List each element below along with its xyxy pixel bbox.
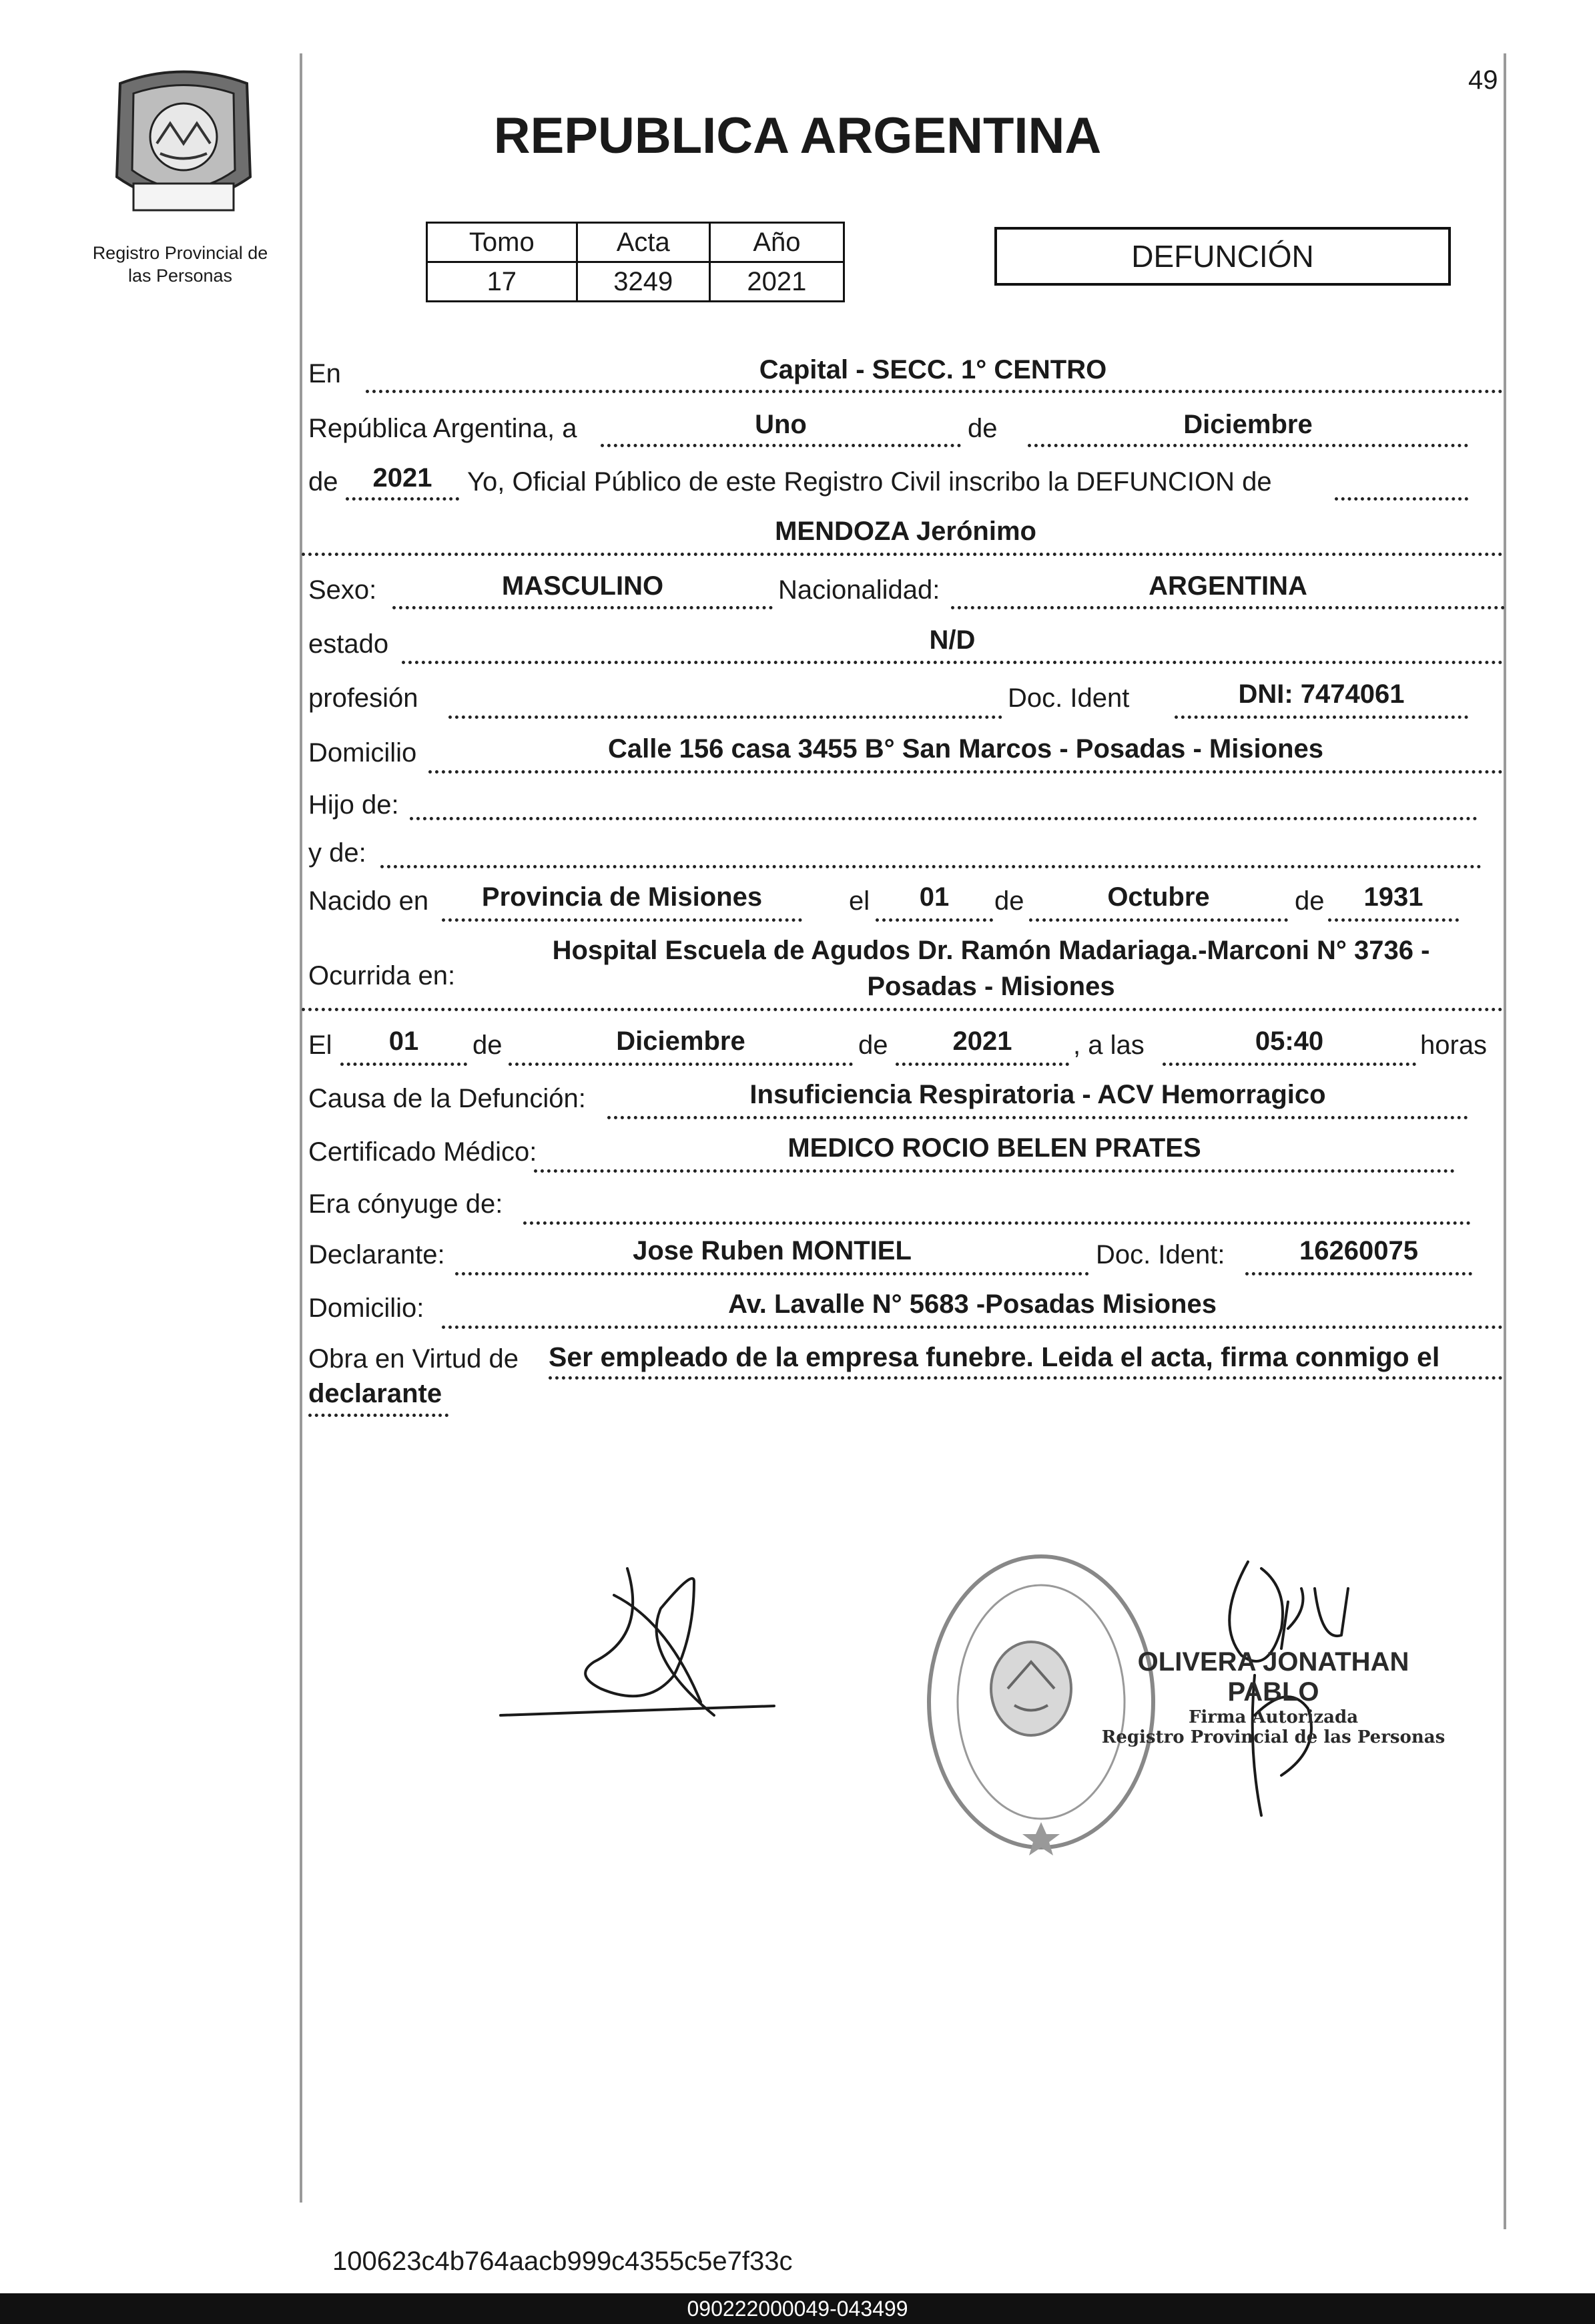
declarant-signature: [494, 1555, 841, 1729]
nacionalidad-label: Nacionalidad:: [778, 575, 940, 605]
certificado-line: [534, 1169, 1455, 1173]
death-place-line-2: Posadas - Misiones: [867, 972, 1115, 1001]
domicilio-2-label: Domicilio:: [308, 1293, 424, 1323]
doc-ident-value: DNI: 7474061: [1238, 679, 1405, 709]
death-day-line: [340, 1063, 467, 1066]
y-de-label: y de:: [308, 838, 366, 868]
year-line: [346, 497, 459, 501]
deceased-name: MENDOZA Jerónimo: [775, 517, 1036, 546]
estado-value: N/D: [929, 625, 976, 655]
sexo-value: MASCULINO: [501, 571, 664, 601]
profesion-label: profesión: [308, 683, 418, 713]
doc-ident-line: [1175, 715, 1468, 719]
document-title: REPUBLICA ARGENTINA: [493, 107, 1102, 164]
sexo-label: Sexo:: [308, 575, 377, 605]
de-label-4: de: [1295, 886, 1325, 916]
obra-label: Obra en Virtud de: [308, 1344, 519, 1374]
estado-line: [402, 661, 1503, 664]
inscribo-line: [1335, 497, 1468, 501]
inscribo-text: Yo, Oficial Público de este Registro Civil inscribo la DEFUNCION de: [467, 467, 1272, 497]
birth-month-line: [1029, 918, 1288, 922]
right-margin-rule: [1504, 53, 1506, 2229]
de-label-2: de: [308, 467, 338, 497]
birth-day-line: [876, 918, 993, 922]
official-name: OLIVERA JONATHAN PABLO: [1137, 1647, 1409, 1707]
en-label: En: [308, 359, 341, 388]
el-cap-label: El: [308, 1031, 332, 1060]
year-value: 2021: [372, 463, 432, 493]
de-label-6: de: [858, 1031, 888, 1060]
domicilio-value: Calle 156 casa 3455 B° San Marcos - Posadas - Misiones: [607, 734, 1324, 764]
death-hour-value: 05:40: [1255, 1027, 1324, 1056]
death-day-value: 01: [388, 1027, 419, 1056]
ocurrida-en-label: Ocurrida en:: [308, 961, 456, 990]
certificado-value: MEDICO ROCIO BELEN PRATES: [787, 1133, 1201, 1163]
a-las-label: , a las: [1073, 1031, 1145, 1060]
tomo-label: Tomo: [427, 223, 577, 262]
declarante-line: [455, 1272, 1089, 1275]
official-info: [1100, 1647, 1447, 1747]
profesion-line: [448, 715, 1002, 719]
death-year-line: [896, 1063, 1069, 1066]
obra-line-1: [549, 1376, 1503, 1380]
death-hour-line: [1163, 1063, 1416, 1066]
declarante-domicilio-value: Av. Lavalle N° 5683 -Posadas Misiones: [728, 1289, 1217, 1319]
de-label-5: de: [472, 1031, 503, 1060]
registry-line-2: las Personas: [127, 266, 233, 286]
de-label-3: de: [994, 886, 1024, 916]
hijo-de-line: [410, 817, 1478, 820]
acta-value: 3249: [577, 262, 709, 302]
sexo-line: [392, 606, 773, 609]
causa-value: Insuficiencia Respiratoria - ACV Hemorragico: [749, 1080, 1326, 1109]
footer-barcode-bar: 090222000049-043499: [0, 2293, 1595, 2324]
death-place-line: [302, 1008, 1503, 1011]
day-line: [601, 444, 961, 447]
declarante-doc-line: [1245, 1272, 1472, 1275]
registry-line-1: Registro Provincial de: [92, 243, 268, 263]
provincial-emblem: [107, 63, 260, 224]
place-line: [366, 390, 1503, 393]
horas-label: horas: [1420, 1031, 1488, 1060]
birth-year-value: 1931: [1363, 882, 1423, 912]
death-month-line: [509, 1063, 853, 1066]
nacionalidad-value: ARGENTINA: [1149, 571, 1307, 601]
certificado-label: Certificado Médico:: [308, 1137, 537, 1167]
death-place-line-1: Hospital Escuela de Agudos Dr. Ramón Madariaga.-Marconi N° 3736 -: [552, 936, 1430, 965]
document-hash: 100623c4b764aacb999c4355c5e7f33c: [332, 2247, 793, 2276]
name-line: [302, 553, 1503, 556]
domicilio-line: [428, 770, 1503, 774]
anio-label: Año: [709, 223, 844, 262]
tomo-value: 17: [427, 262, 577, 302]
official-org: Registro Provincial de las Personas: [1101, 1727, 1446, 1747]
obra-line-2: [308, 1414, 448, 1417]
de-label-1: de: [968, 414, 998, 443]
declarante-domicilio-line: [442, 1326, 1503, 1329]
official-title: Firma Autorizada: [1188, 1707, 1359, 1727]
birth-place-value: Provincia de Misiones: [481, 882, 763, 912]
day-value: Uno: [755, 410, 807, 439]
domicilio-label: Domicilio: [308, 738, 417, 768]
birth-year-line: [1328, 918, 1459, 922]
month-line: [1028, 444, 1468, 447]
conyuge-line: [523, 1221, 1471, 1225]
republica-label: República Argentina, a: [308, 414, 577, 443]
declarante-value: Jose Ruben MONTIEL: [633, 1236, 912, 1265]
doc-ident-2-label: Doc. Ident:: [1096, 1240, 1225, 1269]
left-margin-rule: [300, 53, 302, 2203]
birth-day-value: 01: [919, 882, 950, 912]
doc-ident-label: Doc. Ident: [1008, 683, 1130, 713]
birth-month-value: Octubre: [1107, 882, 1210, 912]
page-number: 49: [1468, 65, 1498, 95]
obra-value-line-2: declarante: [308, 1379, 442, 1408]
el-label: el: [849, 886, 870, 916]
hijo-de-label: Hijo de:: [308, 790, 399, 820]
nacionalidad-line: [951, 606, 1505, 609]
causa-line: [607, 1116, 1468, 1119]
place-value: Capital - SECC. 1° CENTRO: [759, 355, 1107, 384]
birth-place-line: [442, 918, 802, 922]
death-month-value: Diciembre: [616, 1027, 745, 1056]
death-year-value: 2021: [952, 1027, 1012, 1056]
conyuge-label: Era cónyuge de:: [308, 1189, 503, 1219]
acta-label: Acta: [577, 223, 709, 262]
declarante-doc-value: 16260075: [1299, 1236, 1418, 1265]
causa-label: Causa de la Defunción:: [308, 1084, 586, 1113]
y-de-line: [380, 865, 1482, 868]
registry-name: [60, 242, 300, 287]
month-value: Diciembre: [1183, 410, 1313, 439]
anio-value: 2021: [709, 262, 844, 302]
document-type-box: DEFUNCIÓN: [994, 227, 1451, 286]
nacido-en-label: Nacido en: [308, 886, 429, 916]
estado-label: estado: [308, 629, 389, 659]
declarante-label: Declarante:: [308, 1240, 445, 1269]
obra-value-line-1: Ser empleado de la empresa funebre. Leida el acta, firma conmigo el: [549, 1342, 1440, 1372]
record-table: [426, 222, 845, 302]
